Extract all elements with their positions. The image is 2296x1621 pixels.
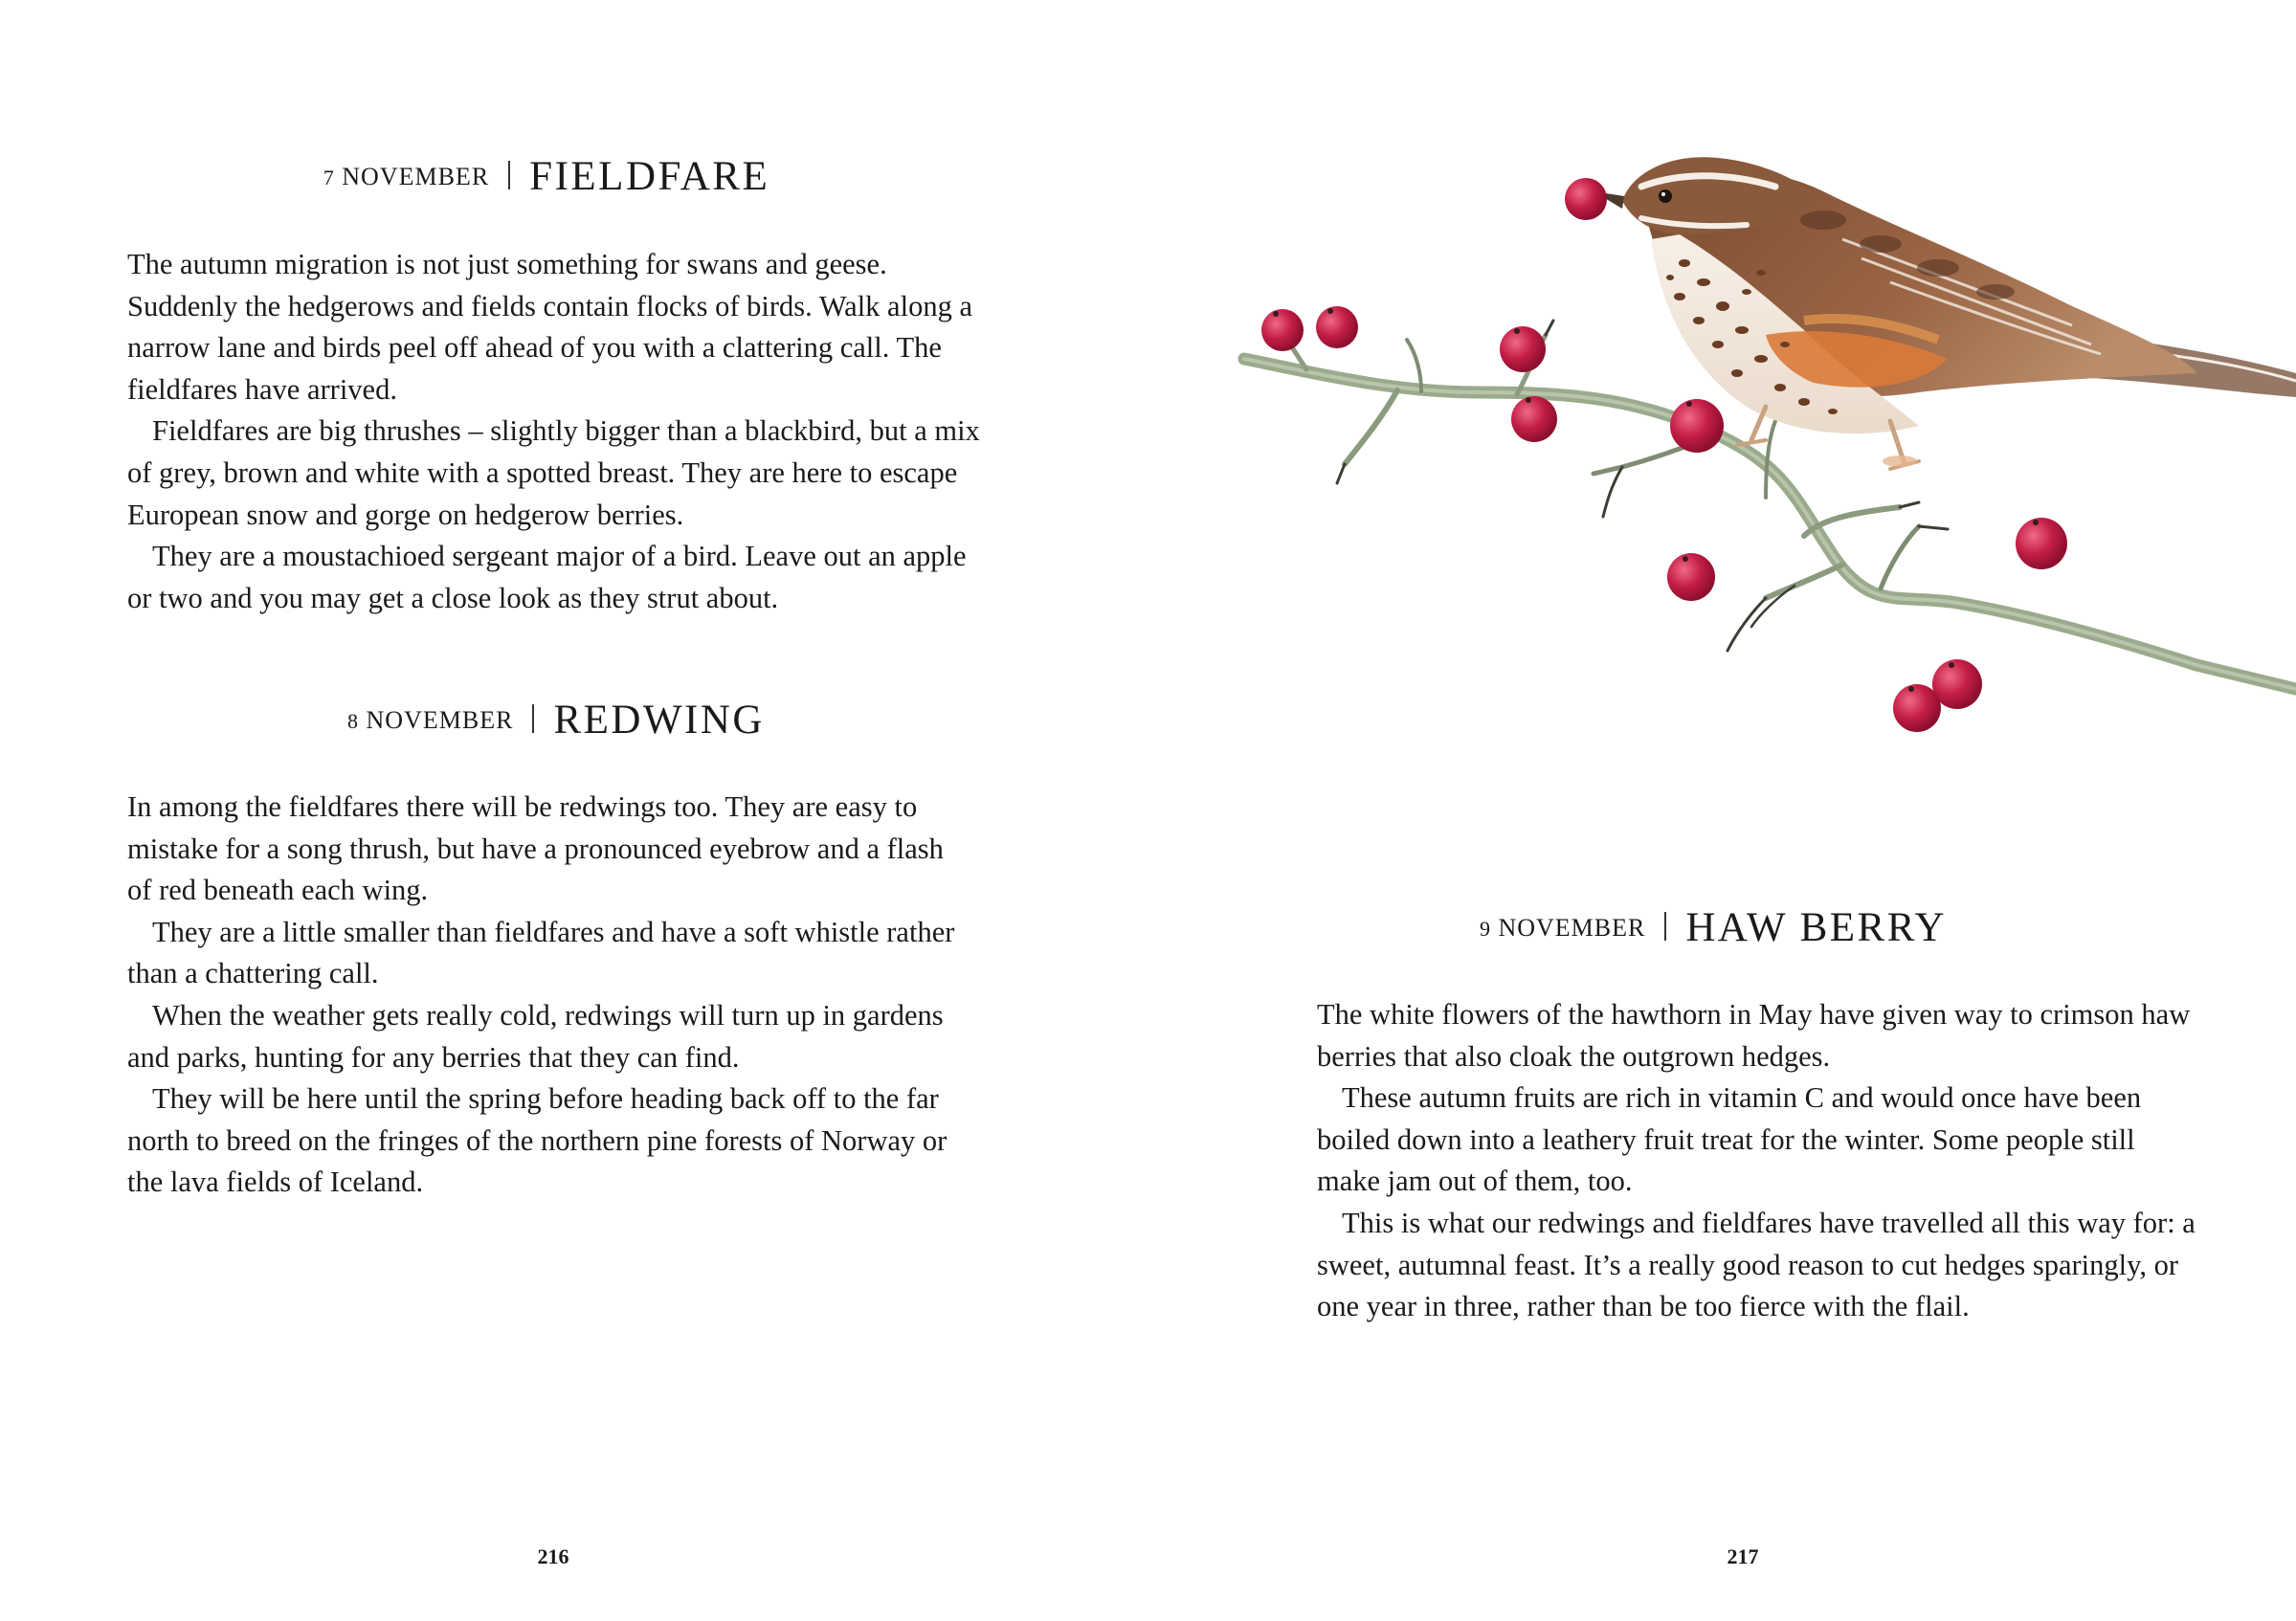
entry-body-redwing	[127, 787, 970, 1204]
paragraph: They are a little smaller than fieldfares and have a soft whistle rather than a chattering call.	[127, 915, 955, 990]
paragraph: This is what our redwings and fieldfares have travelled all this way for: a sweet, autumnal feast. It’s a really good reason to cut hedges sparingly, or one year in three, rather than be too fierce with the flail.	[1317, 1206, 2196, 1323]
paragraph: The autumn migration is not just something for swans and geese. Suddenly the hedgerows and fields contain flocks of birds. Walk along a narrow lane and birds peel off ahead of you with a clattering call. The fieldfares have arrived.	[127, 248, 972, 406]
heading-divider	[1664, 912, 1666, 941]
paragraph: When the weather gets really cold, redwings will turn up in gardens and parks, hunting for any berries that they can find.	[127, 998, 944, 1074]
entry-body-haw-berry	[1317, 994, 2197, 1328]
entry-heading-haw-berry	[1148, 904, 2278, 951]
entry-title: HAW BERRY	[1685, 905, 1948, 950]
entry-title: FIELDFARE	[529, 154, 770, 199]
redwing-on-hawthorn-branch-illustration	[1230, 153, 2296, 766]
paragraph: In among the fieldfares there will be redwings too. They are easy to mistake for a song thrush, but have a pronounced eyebrow and a flash of red beneath each wing.	[127, 790, 944, 907]
paragraph: The white flowers of the hawthorn in May have given way to crimson haw berries that also cloak the outgrown hedges.	[1317, 998, 2191, 1073]
entry-body-fieldfare	[127, 244, 984, 619]
paragraph: Fieldfares are big thrushes – slightly bigger than a blackbird, but a mix of grey, brown and white with a spotted breast. They are here to escape European snow and gorge on hedgerow berries.	[127, 414, 980, 531]
entry-date: 9 NOVEMBER	[1479, 913, 1646, 942]
paragraph: These autumn fruits are rich in vitamin C and would once have been boiled down into a leathery fruit treat for the winter. Some people still make jam out of them, too.	[1317, 1081, 2142, 1198]
entry-title: REDWING	[553, 698, 765, 743]
paragraph: They are a moustachioed sergeant major of a bird. Leave out an apple or two and you may get a close look as they strut about.	[127, 540, 967, 614]
entry-heading-redwing	[6, 697, 1106, 744]
entry-date: 7 NOVEMBER	[323, 162, 490, 190]
paragraph: They will be here until the spring before heading back off to the far north to breed on the fringes of the northern pine forests of Norway or the lava fields of Iceland.	[127, 1082, 947, 1199]
heading-divider	[508, 161, 510, 189]
page-number: 217	[1727, 1544, 1759, 1568]
entry-heading-fieldfare	[0, 153, 1097, 200]
page-number: 216	[537, 1544, 569, 1568]
entry-date: 8 NOVEMBER	[347, 705, 514, 734]
heading-divider	[532, 704, 534, 733]
